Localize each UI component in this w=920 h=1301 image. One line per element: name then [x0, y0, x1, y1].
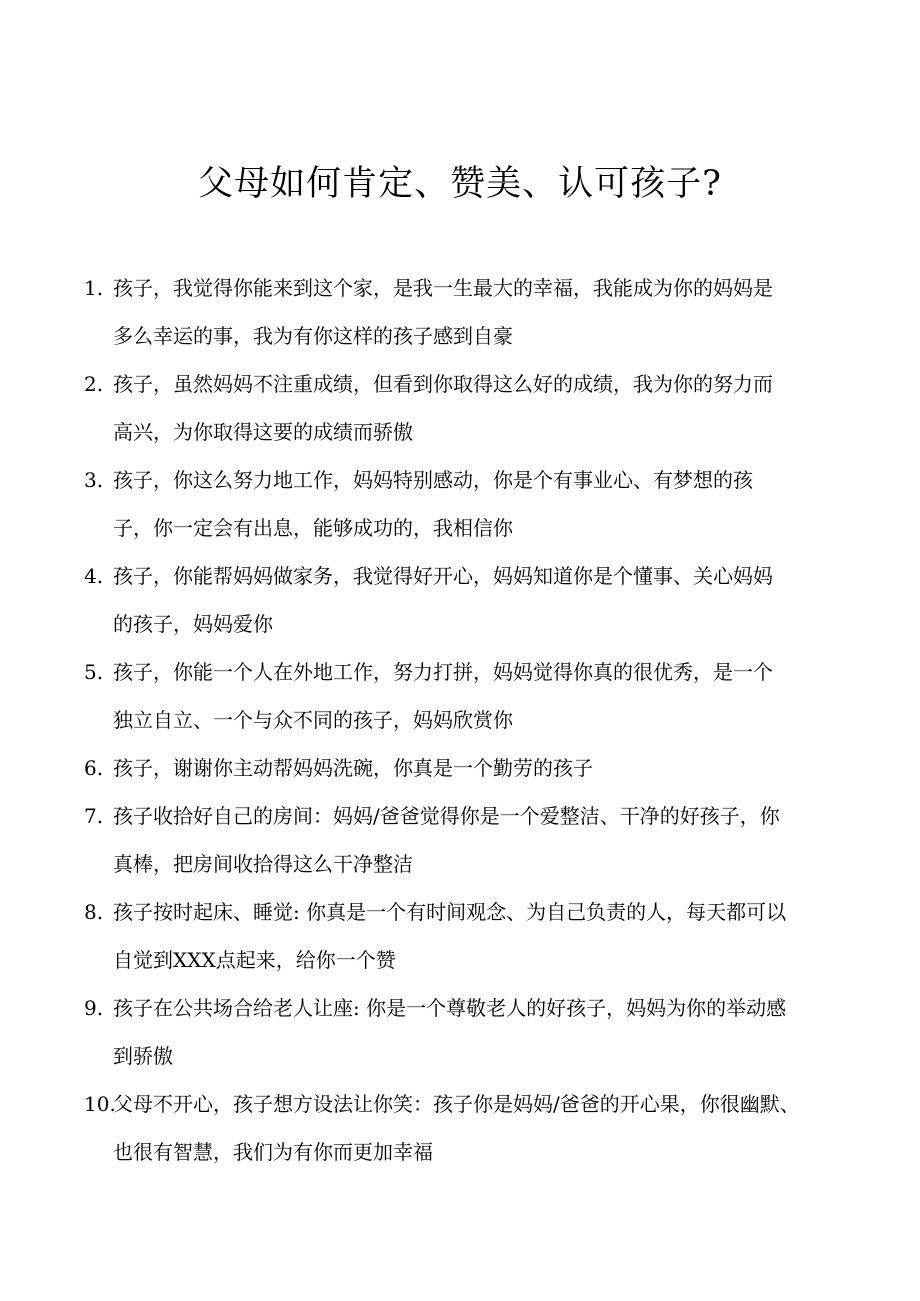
- item-number: 8.: [84, 900, 104, 924]
- item-number: 7.: [84, 804, 104, 828]
- list-item-10: [84, 1080, 864, 1176]
- item-text-line: 也很有智慧，我们为有你而更加幸福: [113, 1140, 433, 1164]
- item-text-line: 孩子，谢谢你主动帮妈妈洗碗，你真是一个勤劳的孩子: [113, 756, 593, 780]
- list-item-5: [84, 648, 864, 744]
- item-text-line: 子，你一定会有出息，能够成功的，我相信你: [113, 516, 513, 540]
- praise-list: [84, 264, 864, 1176]
- item-number: 6.: [84, 756, 104, 780]
- item-number: 9.: [84, 996, 104, 1020]
- item-text-line: 独立自立、一个与众不同的孩子，妈妈欣赏你: [113, 708, 513, 732]
- list-item-3: [84, 456, 864, 552]
- item-text-line: 真棒，把房间收拾得这么干净整洁: [113, 852, 413, 876]
- item-number: 10.: [84, 1092, 116, 1116]
- item-number: 2.: [84, 372, 104, 396]
- item-text-line: 高兴，为你取得这要的成绩而骄傲: [113, 420, 413, 444]
- item-number: 4.: [84, 564, 104, 588]
- item-text-line: 孩子，你这么努力地工作，妈妈特别感动，你是个有事业心、有梦想的孩: [113, 468, 753, 492]
- item-text-line: 多么幸运的事，我为有你这样的孩子感到自豪: [113, 324, 513, 348]
- list-item-8: [84, 888, 864, 984]
- list-item-2: [84, 360, 864, 456]
- item-text-line: 的孩子，妈妈爱你: [113, 612, 273, 636]
- item-text-line: 孩子，你能帮妈妈做家务，我觉得好开心，妈妈知道你是个懂事、关心妈妈: [113, 564, 773, 588]
- item-number: 3.: [84, 468, 104, 492]
- list-item-9: [84, 984, 864, 1080]
- list-item-1: [84, 264, 864, 360]
- list-item-6: [84, 744, 864, 792]
- item-number: 1.: [84, 276, 104, 300]
- item-text-line: 父母不开心，孩子想方设法让你笑：孩子你是妈妈/爸爸的开心果，你很幽默、: [113, 1092, 800, 1116]
- item-text-line: 孩子，你能一个人在外地工作，努力打拼，妈妈觉得你真的很优秀，是一个: [113, 660, 773, 684]
- item-number: 5.: [84, 660, 104, 684]
- list-item-7: [84, 792, 864, 888]
- item-text-line: 孩子，虽然妈妈不注重成绩，但看到你取得这么好的成绩，我为你的努力而: [113, 372, 773, 396]
- list-item-4: [84, 552, 864, 648]
- item-text-line: 孩子在公共场合给老人让座: 你是一个尊敬老人的好孩子，妈妈为你的举动感: [113, 996, 787, 1020]
- item-text-line: 到骄傲: [113, 1044, 173, 1068]
- item-text-line: 孩子按时起床、睡觉: 你真是一个有时间观念、为自己负责的人，每天都可以: [113, 900, 787, 924]
- item-text-line: 孩子，我觉得你能来到这个家，是我一生最大的幸福，我能成为你的妈妈是: [113, 276, 773, 300]
- document-title: 父母如何肯定、赞美、认可孩子?: [198, 164, 722, 204]
- item-text-line: 孩子收拾好自己的房间：妈妈/爸爸觉得你是一个爱整洁、干净的好孩子，你: [113, 804, 780, 828]
- item-text-line: 自觉到XXX点起来，给你一个赞: [113, 948, 396, 972]
